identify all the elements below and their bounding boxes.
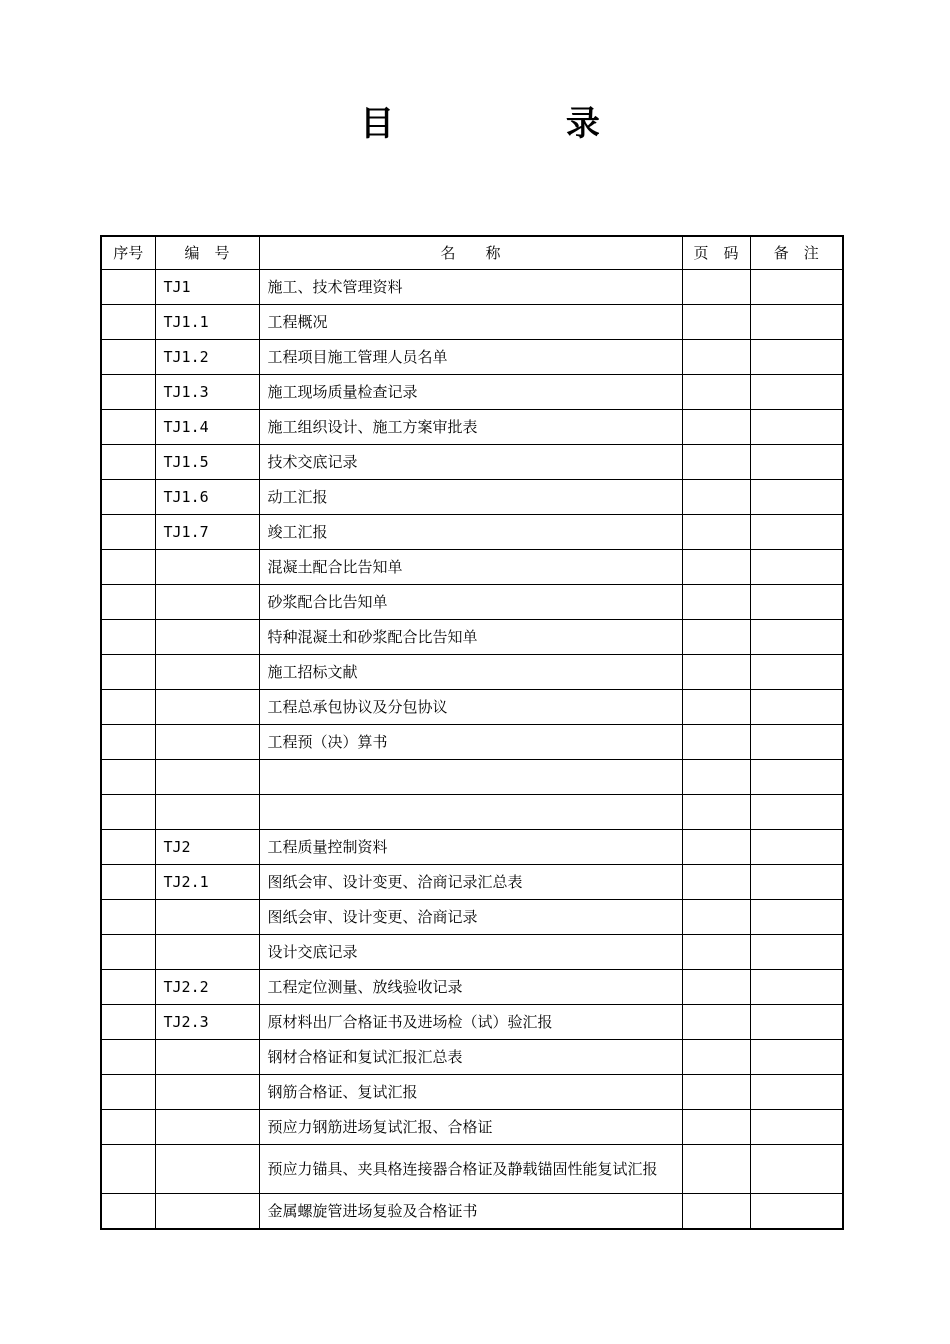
cell-code: [155, 935, 259, 970]
table-row: [101, 340, 843, 375]
cell-code: [155, 620, 259, 655]
cell-page: [682, 340, 750, 375]
cell-name: 特种混凝土和砂浆配合比告知单: [259, 620, 682, 655]
cell-code: TJ2.2: [155, 970, 259, 1005]
cell-page: [682, 725, 750, 760]
cell-code: TJ1.6: [155, 480, 259, 515]
table-row: [101, 1110, 843, 1145]
cell-remark: [750, 795, 843, 830]
cell-page: [682, 305, 750, 340]
cell-page: [682, 620, 750, 655]
cell-remark: [750, 1194, 843, 1230]
cell-page: [682, 1194, 750, 1230]
cell-name: [259, 795, 682, 830]
cell-seq: [101, 550, 155, 585]
cell-name: [259, 760, 682, 795]
cell-name: 施工招标文献: [259, 655, 682, 690]
cell-name: 原材料出厂合格证书及进场检（试）验汇报: [259, 1005, 682, 1040]
cell-seq: [101, 655, 155, 690]
cell-remark: [750, 620, 843, 655]
cell-remark: [750, 550, 843, 585]
cell-page: [682, 830, 750, 865]
cell-seq: [101, 445, 155, 480]
cell-name: 竣工汇报: [259, 515, 682, 550]
cell-seq: [101, 410, 155, 445]
cell-page: [682, 760, 750, 795]
cell-name: 工程概况: [259, 305, 682, 340]
cell-page: [682, 585, 750, 620]
cell-remark: [750, 690, 843, 725]
cell-name: 工程总承包协议及分包协议: [259, 690, 682, 725]
contents-table: [100, 235, 844, 1230]
cell-code: TJ1.4: [155, 410, 259, 445]
header-remark: 备 注: [750, 236, 843, 270]
table-row: [101, 270, 843, 305]
cell-seq: [101, 620, 155, 655]
cell-page: [682, 690, 750, 725]
cell-name: 工程预（决）算书: [259, 725, 682, 760]
header-page: 页 码: [682, 236, 750, 270]
cell-page: [682, 1110, 750, 1145]
cell-name: 砂浆配合比告知单: [259, 585, 682, 620]
table-row: [101, 1040, 843, 1075]
cell-code: TJ2.1: [155, 865, 259, 900]
cell-seq: [101, 1145, 155, 1194]
cell-code: [155, 585, 259, 620]
cell-seq: [101, 1075, 155, 1110]
cell-remark: [750, 760, 843, 795]
cell-remark: [750, 830, 843, 865]
cell-code: [155, 900, 259, 935]
cell-code: TJ1.2: [155, 340, 259, 375]
cell-code: TJ1.5: [155, 445, 259, 480]
cell-remark: [750, 445, 843, 480]
cell-remark: [750, 655, 843, 690]
table-row: [101, 1145, 843, 1194]
cell-page: [682, 1145, 750, 1194]
table-row: [101, 935, 843, 970]
cell-code: TJ1.7: [155, 515, 259, 550]
cell-name: 工程定位测量、放线验收记录: [259, 970, 682, 1005]
cell-seq: [101, 480, 155, 515]
cell-seq: [101, 305, 155, 340]
cell-seq: [101, 1040, 155, 1075]
cell-seq: [101, 725, 155, 760]
page-title: 目 录: [360, 104, 680, 144]
table-row: [101, 830, 843, 865]
cell-seq: [101, 900, 155, 935]
table-row: [101, 445, 843, 480]
table-row: [101, 620, 843, 655]
cell-name: 设计交底记录: [259, 935, 682, 970]
cell-page: [682, 1005, 750, 1040]
cell-remark: [750, 725, 843, 760]
cell-name: 金属螺旋管进场复验及合格证书: [259, 1194, 682, 1230]
cell-name: 施工、技术管理资料: [259, 270, 682, 305]
cell-seq: [101, 340, 155, 375]
cell-code: TJ2: [155, 830, 259, 865]
cell-name: 施工现场质量检查记录: [259, 375, 682, 410]
cell-seq: [101, 690, 155, 725]
cell-page: [682, 1075, 750, 1110]
cell-remark: [750, 1145, 843, 1194]
cell-code: [155, 1075, 259, 1110]
cell-remark: [750, 375, 843, 410]
cell-code: [155, 725, 259, 760]
cell-page: [682, 900, 750, 935]
cell-name: 混凝土配合比告知单: [259, 550, 682, 585]
table-row: [101, 865, 843, 900]
cell-seq: [101, 515, 155, 550]
cell-remark: [750, 1075, 843, 1110]
cell-code: [155, 795, 259, 830]
cell-seq: [101, 1194, 155, 1230]
table-body: [101, 270, 843, 1230]
cell-page: [682, 970, 750, 1005]
table-row: [101, 970, 843, 1005]
table-row: [101, 1194, 843, 1230]
table-row: [101, 760, 843, 795]
cell-name: 预应力锚具、夹具格连接器合格证及静载锚固性能复试汇报: [259, 1145, 682, 1194]
cell-remark: [750, 585, 843, 620]
cell-name: 钢筋合格证、复试汇报: [259, 1075, 682, 1110]
cell-code: [155, 690, 259, 725]
header-name: 名 称: [259, 236, 682, 270]
cell-name: 图纸会审、设计变更、洽商记录汇总表: [259, 865, 682, 900]
cell-code: [155, 1194, 259, 1230]
table-header-row: [101, 236, 843, 270]
cell-page: [682, 655, 750, 690]
cell-page: [682, 375, 750, 410]
table-row: [101, 655, 843, 690]
header-code: 编 号: [155, 236, 259, 270]
cell-seq: [101, 375, 155, 410]
cell-seq: [101, 795, 155, 830]
cell-name: 图纸会审、设计变更、洽商记录: [259, 900, 682, 935]
cell-page: [682, 480, 750, 515]
table-row: [101, 725, 843, 760]
cell-page: [682, 1040, 750, 1075]
cell-remark: [750, 270, 843, 305]
cell-name: 预应力钢筋进场复试汇报、合格证: [259, 1110, 682, 1145]
cell-code: [155, 550, 259, 585]
cell-seq: [101, 1110, 155, 1145]
cell-page: [682, 865, 750, 900]
cell-seq: [101, 585, 155, 620]
table-row: [101, 305, 843, 340]
cell-page: [682, 935, 750, 970]
cell-remark: [750, 410, 843, 445]
cell-name: 工程质量控制资料: [259, 830, 682, 865]
cell-name: 钢材合格证和复试汇报汇总表: [259, 1040, 682, 1075]
cell-code: [155, 1040, 259, 1075]
cell-code: TJ1.1: [155, 305, 259, 340]
cell-name: 施工组织设计、施工方案审批表: [259, 410, 682, 445]
cell-name: 工程项目施工管理人员名单: [259, 340, 682, 375]
header-seq: 序号: [101, 236, 155, 270]
cell-remark: [750, 1005, 843, 1040]
cell-code: [155, 1145, 259, 1194]
table-row: [101, 375, 843, 410]
cell-seq: [101, 935, 155, 970]
table-row: [101, 585, 843, 620]
table-row: [101, 900, 843, 935]
table-row: [101, 480, 843, 515]
cell-page: [682, 270, 750, 305]
cell-page: [682, 445, 750, 480]
cell-seq: [101, 270, 155, 305]
cell-seq: [101, 760, 155, 795]
cell-page: [682, 515, 750, 550]
cell-code: [155, 655, 259, 690]
cell-remark: [750, 1110, 843, 1145]
cell-remark: [750, 900, 843, 935]
cell-name: 技术交底记录: [259, 445, 682, 480]
cell-remark: [750, 305, 843, 340]
cell-remark: [750, 935, 843, 970]
cell-remark: [750, 480, 843, 515]
cell-seq: [101, 865, 155, 900]
cell-seq: [101, 970, 155, 1005]
cell-remark: [750, 970, 843, 1005]
cell-remark: [750, 865, 843, 900]
cell-code: [155, 760, 259, 795]
table-row: [101, 550, 843, 585]
cell-code: TJ1: [155, 270, 259, 305]
table-row: [101, 515, 843, 550]
cell-page: [682, 550, 750, 585]
cell-page: [682, 795, 750, 830]
table-row: [101, 795, 843, 830]
table-row: [101, 1075, 843, 1110]
cell-code: TJ1.3: [155, 375, 259, 410]
cell-remark: [750, 1040, 843, 1075]
table-row: [101, 690, 843, 725]
cell-seq: [101, 830, 155, 865]
table-row: [101, 1005, 843, 1040]
table-row: [101, 410, 843, 445]
cell-remark: [750, 515, 843, 550]
cell-code: TJ2.3: [155, 1005, 259, 1040]
cell-code: [155, 1110, 259, 1145]
cell-page: [682, 410, 750, 445]
cell-name: 动工汇报: [259, 480, 682, 515]
cell-remark: [750, 340, 843, 375]
cell-seq: [101, 1005, 155, 1040]
